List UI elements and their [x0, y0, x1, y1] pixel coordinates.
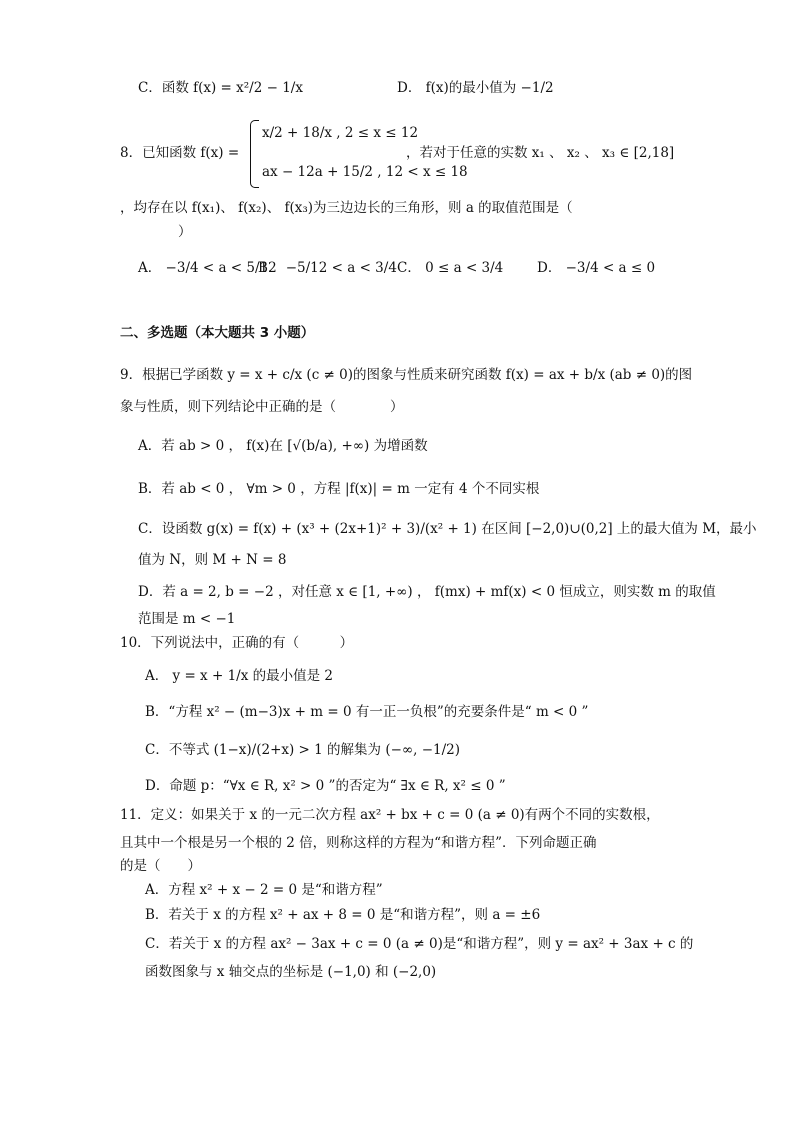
q10-option-b: B．“方程 x² − (m−3)x + m = 0 有一正一负根”的充要条件是“ m < 0 ”: [145, 704, 589, 720]
q8-option-d: D． −3/4 < a ≤ 0: [537, 260, 656, 276]
q11-line-3: 的是（ ）: [120, 858, 201, 874]
q10-option-a: A． y = x + 1/x 的最小值是 2: [145, 668, 333, 684]
q11-option-a: A．方程 x² + x − 2 = 0 是“和谐方程”: [145, 882, 383, 898]
q10-option-c: C．不等式 (1−x)/(2+x) > 1 的解集为 (−∞, −1/2): [145, 742, 461, 758]
q11-line-1: 11．定义：如果关于 x 的一元二次方程 ax² + bx + c = 0 (a ≠ 0)有两个不同的实数根，: [120, 807, 660, 823]
section-2-title: 二、多选题（本大题共 3 小题）: [120, 325, 315, 341]
q8-piece-2: ax − 12a + 15/2 , 12 < x ≤ 18: [262, 164, 468, 180]
q8-option-a: A． −3/4 < a < 5/12: [138, 260, 277, 276]
q8-option-b: B． −5/12 < a < 3/4: [258, 260, 397, 276]
q9-option-b: B．若 ab < 0 ， ∀m > 0 ，方程 |f(x)| = m 一定有 4 个不同实根: [138, 481, 540, 497]
q7-option-c: C．函数 f(x) = x²/2 − 1/x: [138, 80, 303, 96]
q11-option-c-line-2: 函数图象与 x 轴交点的坐标是 (−1,0) 和 (−2,0): [145, 964, 437, 980]
q10-stem: 10．下列说法中，正确的有（ ）: [120, 635, 354, 651]
q11-option-c-line-1: C．若关于 x 的方程 ax² − 3ax + c = 0 (a ≠ 0)是“和谐方程”，则 y = ax² + 3ax + c 的: [145, 936, 694, 952]
q8-option-c: C． 0 ≤ a < 3/4: [397, 260, 504, 276]
q8-line-2: ，均存在以 f(x₁)、 f(x₂)、 f(x₃)为三边边长的三角形，则 a 的取值范围是（: [120, 200, 573, 216]
q8-stem-suffix: ，若对于任意的实数 x₁ 、 x₂ 、 x₃ ∈ [2,18]: [406, 145, 675, 161]
q9-option-c-line-2: 值为 N，则 M + N = 8: [138, 552, 287, 568]
q8-stem-prefix: 8．已知函数 f(x) =: [120, 145, 240, 161]
q10-option-d: D．命题 p：“∀x ∈ R, x² > 0 ”的否定为“ ∃x ∈ R, x² ≤ 0 ”: [145, 778, 506, 794]
q8-piece-1: x/2 + 18/x , 2 ≤ x ≤ 12: [262, 125, 419, 141]
q9-option-d-line-2: 范围是 m < −1: [138, 611, 236, 627]
q9-option-d-line-1: D．若 a = 2, b = −2 ，对任意 x ∈ [1, +∞) ， f(mx) + mf(x) < 0 恒成立，则实数 m 的取值: [138, 584, 716, 600]
q9-option-c-line-1: C．设函数 g(x) = f(x) + (x³ + (2x+1)² + 3)/(x² + 1) 在区间 [−2,0)∪(0,2] 上的最大值为 M，最小: [138, 521, 757, 537]
q9-option-a: A．若 ab > 0 ， f(x)在 [√(b/a), +∞) 为增函数: [138, 438, 428, 454]
q8-piecewise-brace: [250, 120, 259, 188]
q11-option-b: B．若关于 x 的方程 x² + ax + 8 = 0 是“和谐方程”，则 a = ±6: [145, 907, 541, 923]
q8-line-3: ）: [178, 224, 192, 240]
q11-line-2: 且其中一个根是另一个根的 2 倍，则称这样的方程为“和谐方程”．下列命题正确: [120, 835, 597, 851]
q9-line-2: 象与性质，则下列结论中正确的是（ ）: [120, 399, 404, 415]
q7-option-d: D． f(x)的最小值为 −1/2: [397, 80, 554, 96]
q9-line-1: 9．根据已学函数 y = x + c/x (c ≠ 0)的图象与性质来研究函数 f(x) = ax + b/x (ab ≠ 0)的图: [120, 367, 693, 383]
